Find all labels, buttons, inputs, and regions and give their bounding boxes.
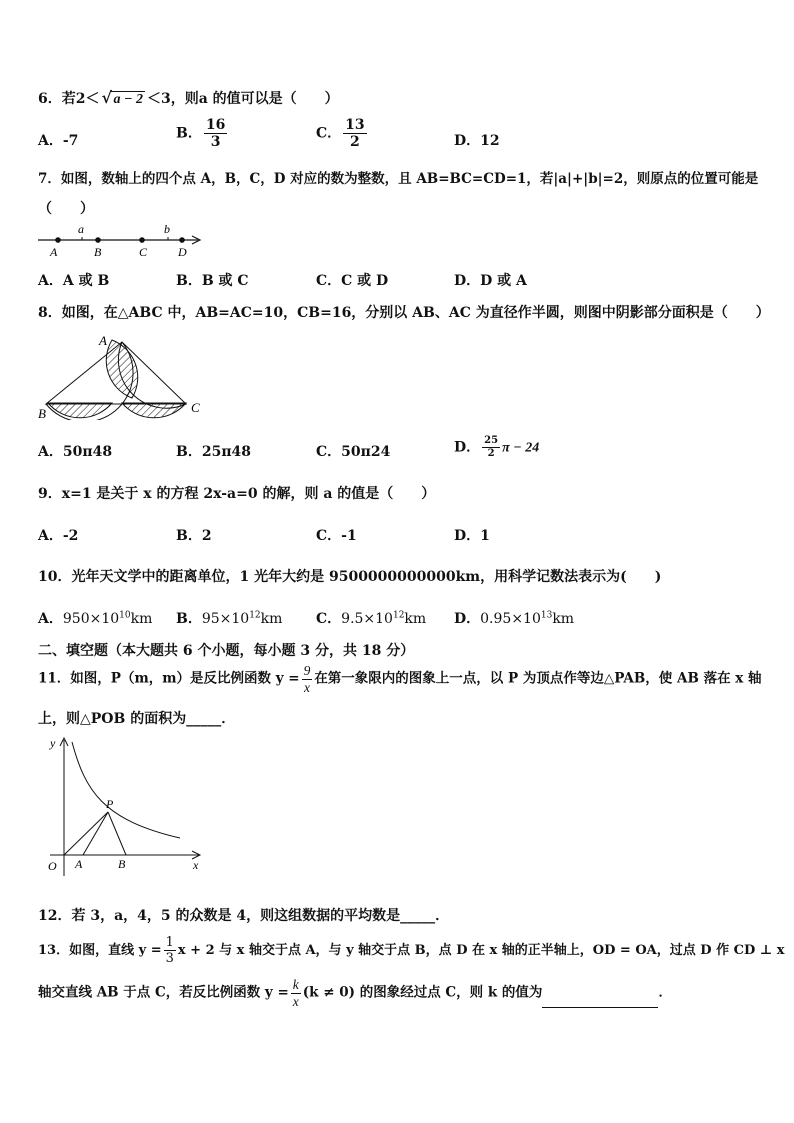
- q10-option-d-label: D．: [454, 611, 481, 627]
- q10-option-c-unit: km: [404, 611, 427, 627]
- segment-op: [64, 812, 108, 855]
- label-B: B: [118, 857, 126, 871]
- point-d: [179, 237, 185, 243]
- point-a: [55, 237, 61, 243]
- hyperbola-figure: [40, 730, 210, 880]
- label-y: y: [50, 736, 56, 750]
- label-a-lower: a: [78, 222, 84, 236]
- q9-stem: 9．x=1 是关于 x 的方程 2x-a=0 的解，则 a 的值是（ ）: [38, 486, 436, 502]
- q9-option-a: A．-2: [38, 528, 79, 544]
- segment-pb: [108, 812, 126, 855]
- q9-option-d: D．1: [454, 528, 490, 544]
- frac-numerator: 25: [484, 435, 499, 446]
- q7-option-a: A．A 或 B: [38, 273, 110, 289]
- q10-option-a-label: A．: [38, 611, 63, 627]
- q8-option-b: B．25π48: [176, 444, 252, 460]
- shaded-left: [48, 403, 112, 418]
- q10-option-d-base: 0.95×10: [480, 611, 541, 627]
- label-B: B: [38, 406, 46, 420]
- section-title: 二、填空题（本大题共 6 个小题，每小题 3 分，共 18 分）: [38, 643, 415, 659]
- frac-numerator: 9: [303, 663, 311, 678]
- q9-option-b: B．2: [176, 528, 212, 544]
- triangle-semicircles-figure: [36, 330, 216, 420]
- point-b: [95, 237, 101, 243]
- q10-option-d-unit: km: [552, 611, 575, 627]
- q10-option-b-base: 95×10: [201, 611, 250, 627]
- q7-option-b: B．B 或 C: [176, 273, 249, 289]
- label-D: D: [178, 245, 187, 259]
- q10-option-a-base: 950×10: [62, 611, 120, 627]
- shaded-right: [122, 403, 186, 418]
- q8-option-c: C．50π24: [316, 444, 391, 460]
- q7-option-d: D．D 或 A: [454, 273, 527, 289]
- frac-denominator: 2: [487, 448, 495, 459]
- label-P: P: [106, 797, 114, 811]
- q10-option-c-label: C．: [316, 611, 342, 627]
- q8-option-d-rest: π − 24: [502, 440, 540, 456]
- q6-option-a: A．-7: [38, 133, 79, 149]
- frac-denominator: 3: [210, 134, 221, 150]
- q10-option-a: [38, 608, 152, 628]
- label-C: C: [191, 400, 200, 415]
- frac-numerator: 16: [205, 117, 226, 133]
- frac-denominator: x: [303, 679, 310, 695]
- label-B: B: [94, 245, 102, 259]
- q6-option-b-label: B．: [176, 125, 202, 142]
- frac-numerator: 13: [345, 117, 365, 133]
- q10-option-b: [176, 608, 282, 628]
- q9-option-c: C．-1: [316, 528, 357, 544]
- q6-option-c-label: C．: [316, 125, 342, 142]
- label-A: A: [50, 245, 58, 259]
- number-line-figure: [36, 222, 208, 262]
- label-x: x: [193, 858, 199, 872]
- q6-option-c: [316, 118, 369, 149]
- segment-pa: [83, 812, 108, 855]
- q10-option-a-unit: km: [130, 611, 153, 627]
- q13-line2-pre: 轴交直线 AB 于点 C，若反比例函数 y =: [38, 984, 289, 1001]
- q11-stem-pre: 11．如图，P（m，m）是反比例函数 y =: [38, 670, 300, 687]
- q10-option-c-exp: 12: [392, 610, 405, 621]
- frac-numerator: 1: [165, 935, 174, 950]
- q10-option-b-unit: km: [260, 611, 283, 627]
- q10-stem: 10．光年天文学中的距离单位，1 光年大约是 9500000000000km，用科学记数法表示为( ): [38, 569, 662, 585]
- q8-option-d: [454, 436, 539, 459]
- q13-line1: [38, 936, 785, 965]
- sqrt-expression: √ a − 2: [101, 88, 143, 107]
- q6-stem-pre: 6．若2＜: [38, 91, 100, 107]
- q11-stem: [38, 664, 762, 694]
- q10-option-a-exp: 10: [119, 610, 131, 621]
- q8-stem: 8．如图，在△ABC 中，AB=AC=10，CB=16，分别以 AB、AC 为直径作半圆，则图中阴影部分面积是（ ）: [38, 305, 770, 321]
- q13-line2-post: (k ≠ 0) 的图象经过点 C，则 k 的值为: [302, 984, 543, 1001]
- q11-stem-post: 在第一象限内的图象上一点，以 P 为顶点作等边△PAB，使 AB 落在 x 轴: [314, 670, 762, 687]
- q10-option-c-base: 9.5×10: [341, 611, 393, 627]
- q6-stem-post: ＜3，则a 的值可以是（ ）: [146, 91, 339, 107]
- hyperbola-curve: [72, 742, 180, 838]
- label-C: C: [139, 245, 148, 259]
- q11-line2: 上，则△POB 的面积为_____．: [38, 711, 236, 727]
- frac-numerator: k: [292, 977, 299, 992]
- frac-denominator: x: [292, 993, 299, 1009]
- q11-fraction: [302, 664, 313, 694]
- q6-radicand: a − 2: [113, 92, 143, 107]
- q7-option-c: C．C 或 D: [316, 273, 389, 289]
- answer-blank[interactable]: [542, 993, 658, 1008]
- frac-denominator: 2: [350, 134, 360, 150]
- q13-mid: x + 2 与 x 轴交于点 A，与 y 轴交于点 B，点 D 在 x 轴的正半轴上，OD = OA，过点 D 作 CD ⊥ x: [177, 943, 785, 958]
- frac-denominator: 3: [165, 951, 174, 966]
- q13-fraction-2: [291, 978, 301, 1008]
- q13-line2-end: ．: [658, 984, 672, 1001]
- q13-line2: [38, 978, 672, 1008]
- q10-option-d: [454, 608, 574, 628]
- q13-pre: 13．如图，直线 y =: [38, 943, 162, 958]
- q10-option-b-label: B．: [176, 611, 202, 627]
- q8-option-d-label: D．: [454, 439, 481, 456]
- q12-stem: 12．若 3，a，4，5 的众数是 4，则这组数据的平均数是_____．: [38, 908, 450, 924]
- point-c: [139, 237, 145, 243]
- q6-option-d: D．12: [454, 133, 500, 149]
- label-A: A: [75, 857, 83, 871]
- label-A: A: [99, 333, 107, 348]
- q6-option-b-fraction: [204, 118, 227, 149]
- q10-option-b-exp: 12: [249, 610, 261, 621]
- q8-option-a: A．50π48: [38, 444, 113, 460]
- q10-option-c: [316, 608, 426, 628]
- q10-option-d-exp: 13: [540, 610, 553, 621]
- q8-option-d-fraction: [482, 436, 500, 459]
- q6-stem: [38, 88, 339, 108]
- q7-stem-line1: 7．如图，数轴上的四个点 A，B，C，D 对应的数为整数，且 AB=BC=CD=1，若|a|+|b|=2，则原点的位置可能是: [38, 171, 759, 187]
- label-b-lower: b: [164, 222, 170, 236]
- label-O: O: [48, 859, 57, 873]
- q13-fraction-1: [164, 936, 176, 965]
- q6-option-b: [176, 118, 229, 149]
- q7-stem-line2: （ ）: [38, 201, 94, 217]
- q6-option-c-fraction: [343, 118, 366, 149]
